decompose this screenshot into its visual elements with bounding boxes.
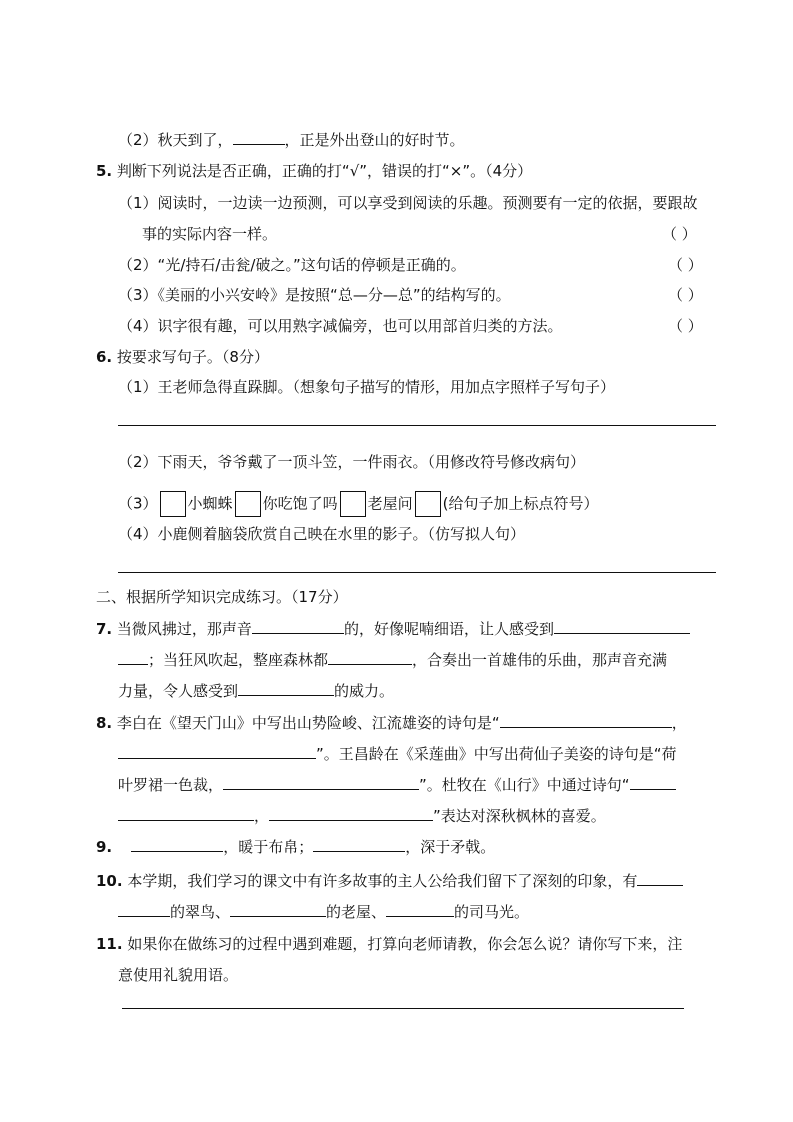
q5-item-3: （3）《美丽的小兴安岭》是按照“总—分—总”的结构写的。: [118, 286, 511, 304]
answer-blank[interactable]: [630, 775, 676, 790]
answer-blank[interactable]: [500, 713, 672, 728]
q5-item-1: （1）阅读时，一边读一边预测，可以享受到阅读的乐趣。预测要有一定的依据，要跟故: [118, 194, 698, 212]
answer-blank[interactable]: [118, 902, 170, 917]
answer-line[interactable]: [122, 1008, 684, 1009]
answer-blank[interactable]: [118, 806, 254, 821]
q5-answer-paren-1[interactable]: （ ）: [662, 225, 697, 243]
q5-answer-paren-4[interactable]: （ ）: [668, 317, 703, 335]
question-11-line-2: 意使用礼貌用语。: [118, 966, 239, 984]
question-11-line-1: 11. 如果你在做练习的过程中遇到难题，打算向老师请教，你会怎么说？请你写下来，注: [96, 935, 683, 953]
answer-line[interactable]: [118, 425, 716, 426]
question-8-line-3: 叶罗裙一色裁， ”。杜牧在《山行》中通过诗句“: [118, 775, 676, 795]
question-8-line-4: ， ”表达对深秋枫林的喜爱。: [118, 806, 606, 826]
q6-item-3: （3） 小蜘蛛 你吃饱了吗 老屋问 (给句子加上标点符号）: [118, 491, 598, 517]
question-7-line-1: 7. 当微风拂过，那声音 的，好像呢喃细语，让人感受到: [96, 619, 690, 639]
answer-blank[interactable]: [238, 681, 334, 696]
section-2-title: 二、根据所学知识完成练习。（17分）: [96, 588, 348, 606]
q5-answer-paren-3[interactable]: （ ）: [668, 286, 703, 304]
answer-blank[interactable]: [118, 744, 316, 759]
punctuation-box[interactable]: [235, 491, 261, 517]
question-10-line-1: 10. 本学期，我们学习的课文中有许多故事的主人公给我们留下了深刻的印象，有: [96, 871, 683, 891]
question-9: 9. ，暖于布帛； ，深于矛戟。: [96, 838, 496, 856]
question-8-line-1: 8. 李白在《望天门山》中写出山势险峻、江流雄姿的诗句是“ ，: [96, 714, 687, 732]
punctuation-box[interactable]: [160, 491, 186, 517]
answer-blank[interactable]: [230, 902, 326, 917]
answer-blank[interactable]: [223, 775, 419, 790]
question-7-line-3: 力量，令人感受到 的威力。: [118, 682, 395, 700]
q5-item-4: （4）识字很有趣，可以用熟字减偏旁，也可以用部首归类的方法。: [118, 317, 563, 335]
question-7-line-2: ；当狂风吹起，整座森林都 ，合奏出一首雄伟的乐曲，那声音充满: [118, 650, 667, 670]
answer-blank[interactable]: [386, 902, 454, 917]
question-10-line-2: 的翠鸟、 的老屋、 的司马光。: [118, 902, 529, 922]
q6-item-2: （2）下雨天，爷爷戴了一顶斗笠，一件雨衣。（用修改符号修改病句）: [118, 453, 586, 471]
answer-blank[interactable]: [233, 130, 285, 145]
answer-blank[interactable]: [637, 871, 683, 886]
answer-blank[interactable]: [269, 806, 433, 821]
answer-blank[interactable]: [252, 619, 344, 634]
q6-item-4: （4）小鹿侧着脑袋欣赏自己映在水里的影子。（仿写拟人句）: [118, 525, 526, 543]
answer-line[interactable]: [118, 572, 716, 573]
punctuation-box[interactable]: [340, 491, 366, 517]
answer-blank[interactable]: [313, 837, 405, 852]
punctuation-box[interactable]: [415, 491, 441, 517]
answer-blank[interactable]: [131, 837, 223, 852]
q5-item-1-cont: 事的实际内容一样。: [142, 225, 278, 243]
q4-item-2: （2）秋天到了， ，正是外出登山的好时节。: [118, 131, 465, 149]
question-6-title: 6. 按要求写句子。（8分）: [96, 348, 269, 366]
question-8-line-2: ”。王昌龄在《采莲曲》中写出荷仙子美姿的诗句是“荷: [118, 744, 677, 764]
q6-item-1: （1）王老师急得直跺脚。（想象句子描写的情形，用加点字照样子写句子）: [118, 378, 616, 396]
q5-answer-paren-2[interactable]: （ ）: [668, 256, 703, 274]
answer-blank[interactable]: [118, 650, 148, 665]
answer-blank[interactable]: [328, 650, 412, 665]
question-5-title: 5. 判断下列说法是否正确，正确的打“√”，错误的打“×”。（4分）: [96, 162, 533, 180]
answer-blank[interactable]: [554, 619, 690, 634]
q5-item-2: （2）“光/持石/击瓮/破之。”这句话的停顿是正确的。: [118, 256, 466, 274]
